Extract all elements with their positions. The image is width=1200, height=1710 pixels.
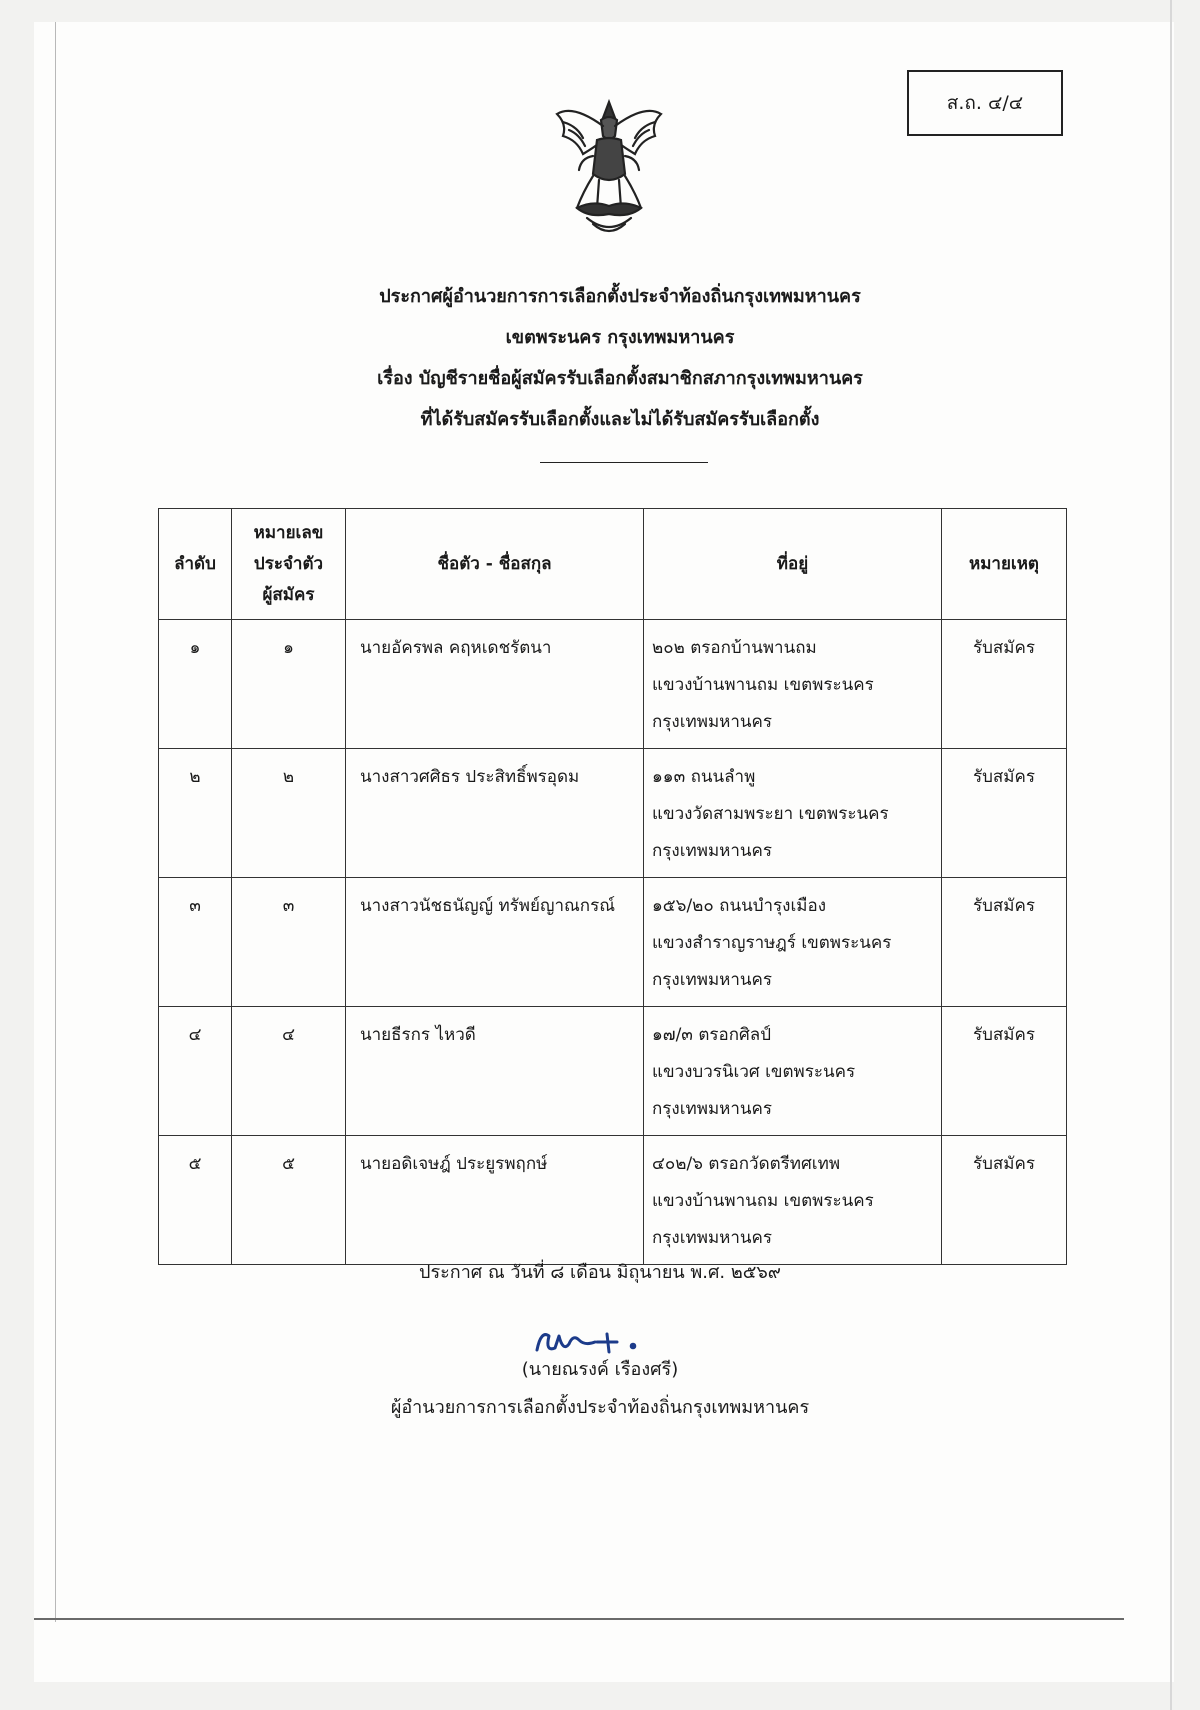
- heading-line-4: ที่ได้รับสมัครรับเลือกตั้งและไม่ได้รับสมัครรับเลือกตั้ง: [420, 409, 820, 430]
- header-number: [232, 509, 346, 620]
- cell-order: ๔: [159, 1007, 232, 1136]
- address-line: แขวงบ้านพานถม เขตพระนคร: [652, 675, 874, 695]
- address-line: ๑๕๖/๒๐ ถนนบำรุงเมือง: [652, 896, 826, 916]
- heading-line-3: เรื่อง บัญชีรายชื่อผู้สมัครรับเลือกตั้งสมาชิกสภากรุงเทพมหานคร: [377, 368, 863, 389]
- cell-order: ๑: [159, 620, 232, 749]
- cell-remark: รับสมัคร: [942, 620, 1067, 749]
- cell-remark: รับสมัคร: [942, 1007, 1067, 1136]
- announcement-date: ประกาศ ณ วันที่ ๘ เดือน มิถุนายน พ.ศ. ๒๕๖๙: [419, 1262, 781, 1283]
- cell-address: [644, 620, 942, 749]
- table-row: [159, 878, 1067, 1007]
- header-address: ที่อยู่: [644, 509, 942, 620]
- garuda-emblem-icon: [553, 96, 665, 242]
- cell-order: ๕: [159, 1136, 232, 1265]
- heading-line-1: ประกาศผู้อำนวยการการเลือกตั้งประจำท้องถิ่นกรุงเทพมหานคร: [379, 286, 861, 307]
- cell-number: ๑: [232, 620, 346, 749]
- table-row: [159, 620, 1067, 749]
- cell-number: ๓: [232, 878, 346, 1007]
- address-line: กรุงเทพมหานคร: [652, 841, 773, 861]
- cell-number: ๔: [232, 1007, 346, 1136]
- address-line: แขวงวัดสามพระยา เขตพระนคร: [652, 804, 889, 824]
- header-name: ชื่อตัว - ชื่อสกุล: [346, 509, 644, 620]
- address-line: ๒๐๒ ตรอกบ้านพานถม: [652, 638, 817, 658]
- cell-remark: รับสมัคร: [942, 878, 1067, 1007]
- cell-address: [644, 749, 942, 878]
- header-number-line-3: ผู้สมัคร: [262, 584, 315, 605]
- address-line: ๑๗/๓ ตรอกศิลป์: [652, 1025, 771, 1045]
- address-line: ๑๑๓ ถนนลำพู: [652, 767, 756, 787]
- form-code: ส.ถ. ๔/๔: [946, 92, 1024, 114]
- form-code-box: [907, 70, 1063, 136]
- cell-order: ๒: [159, 749, 232, 878]
- page-edge-right: [1170, 0, 1172, 1710]
- table-row: [159, 1007, 1067, 1136]
- address-line: แขวงบวรนิเวศ เขตพระนคร: [652, 1062, 856, 1082]
- heading-underline: [540, 462, 708, 463]
- cell-name: นางสาวศศิธร ประสิทธิ์พรอุดม: [346, 749, 644, 878]
- cell-name: นายธีรกร ไหวดี: [346, 1007, 644, 1136]
- address-line: กรุงเทพมหานคร: [652, 970, 773, 990]
- cell-address: [644, 878, 942, 1007]
- header-remark: หมายเหตุ: [942, 509, 1067, 620]
- signer-name: (นายณรงค์ เรืองศรี): [521, 1359, 679, 1380]
- cell-number: ๒: [232, 749, 346, 878]
- table-row: [159, 749, 1067, 878]
- cell-name: นายอดิเจษฎ์ ประยูรพฤกษ์: [346, 1136, 644, 1265]
- header-number-line-2: ประจำตัว: [253, 553, 324, 574]
- address-line: กรุงเทพมหานคร: [652, 712, 773, 732]
- table-header-row: [159, 509, 1067, 620]
- cell-address: [644, 1007, 942, 1136]
- address-line: แขวงสำราญราษฎร์ เขตพระนคร: [652, 933, 892, 953]
- cell-number: ๕: [232, 1136, 346, 1265]
- candidate-table: [158, 508, 1067, 1265]
- header-order: ลำดับ: [159, 509, 232, 620]
- cell-name: นางสาวนัชธนัญญ์ ทรัพย์ญาณกรณ์: [346, 878, 644, 1007]
- heading-line-2: เขตพระนคร กรุงเทพมหานคร: [505, 327, 735, 348]
- cell-name: นายอัครพล คฤหเดชรัตนา: [346, 620, 644, 749]
- announcement-heading: [160, 276, 1080, 440]
- cell-remark: รับสมัคร: [942, 749, 1067, 878]
- address-line: กรุงเทพมหานคร: [652, 1228, 773, 1248]
- address-line: ๔๐๒/๖ ตรอกวัดตรีทศเทพ: [652, 1154, 841, 1174]
- header-number-line-1: หมายเลข: [253, 522, 324, 543]
- cell-address: [644, 1136, 942, 1265]
- page-edge-bottom: [34, 1618, 1124, 1620]
- signer-title: ผู้อำนวยการการเลือกตั้งประจำท้องถิ่นกรุงเทพมหานคร: [390, 1397, 810, 1418]
- table-row: [159, 1136, 1067, 1265]
- cell-remark: รับสมัคร: [942, 1136, 1067, 1265]
- address-line: กรุงเทพมหานคร: [652, 1099, 773, 1119]
- cell-order: ๓: [159, 878, 232, 1007]
- address-line: แขวงบ้านพานถม เขตพระนคร: [652, 1191, 874, 1211]
